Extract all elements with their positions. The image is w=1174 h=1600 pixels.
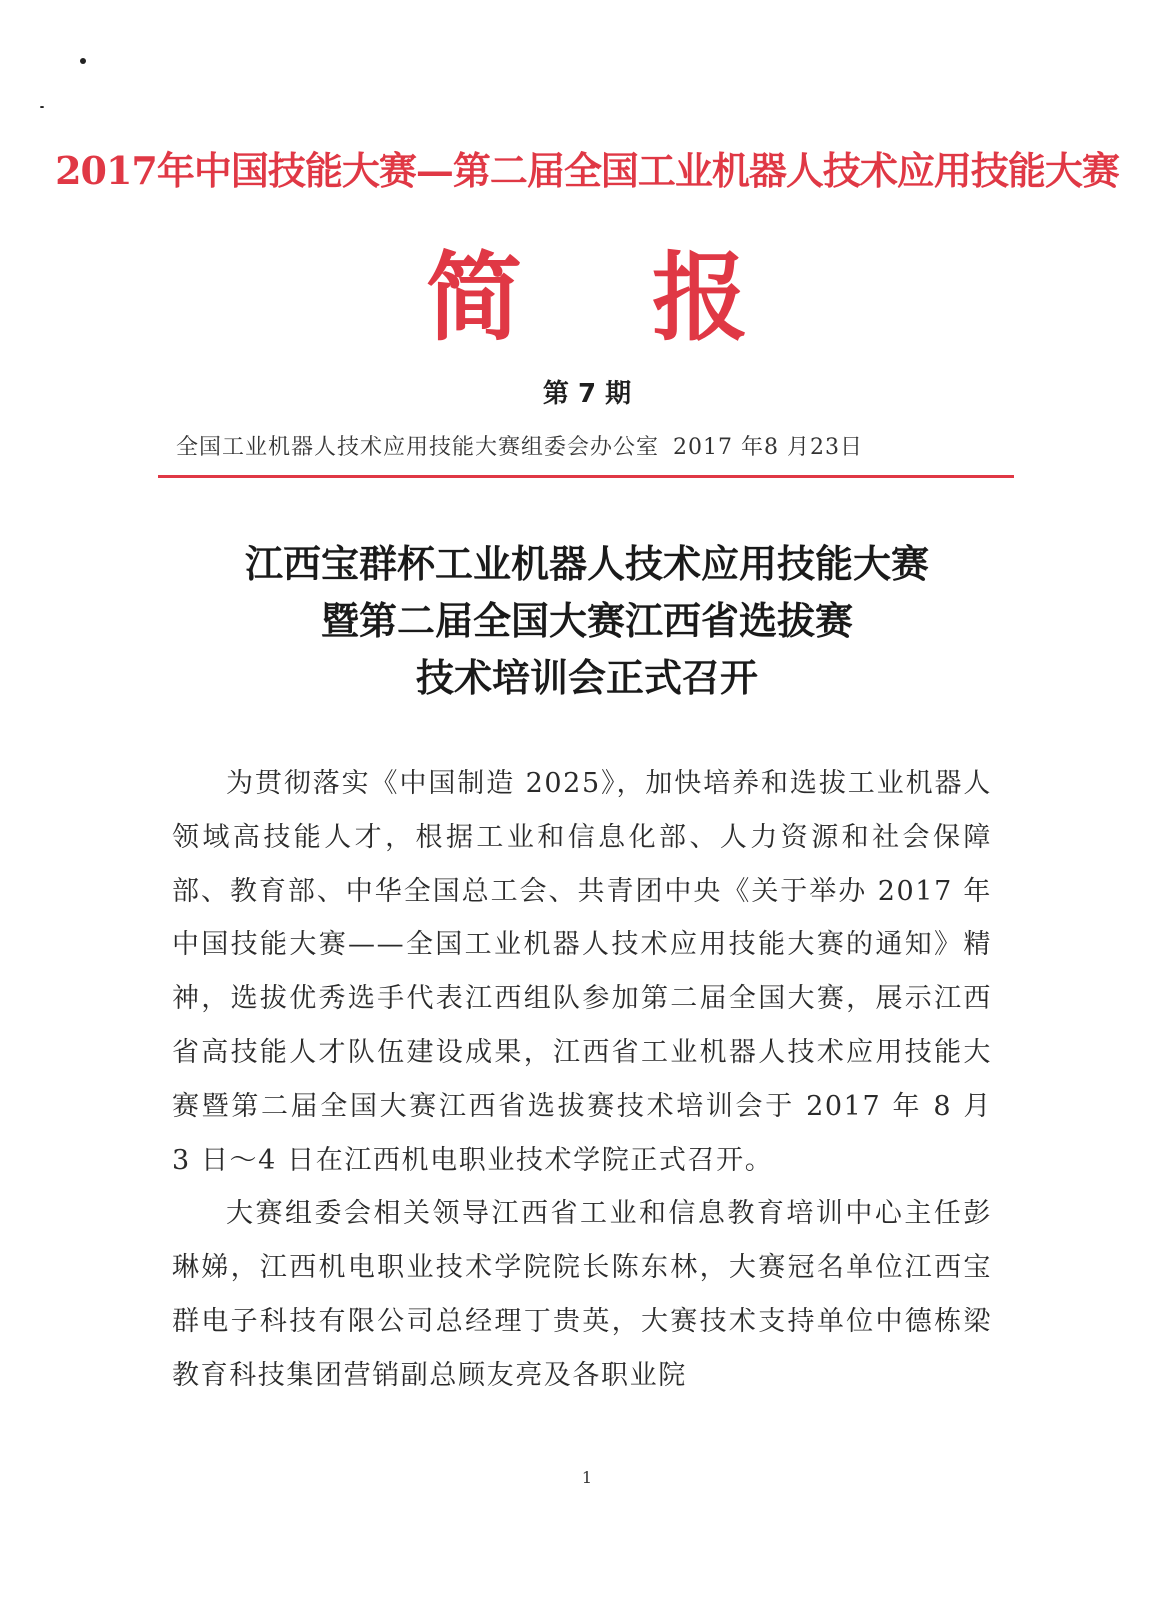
issuer-name: 全国工业机器人技术应用技能大赛组委会办公室 [176,435,660,460]
article-title-line: 技术培训会正式召开 [415,655,758,700]
bulletin-title: 简报 [426,241,878,354]
event-title: 2017年中国技能大赛—第二届全国工业机器人技术应用技能大赛 [55,148,1119,193]
page-number: 1 [581,1468,593,1487]
issue-date: 2017 年8 月23日 [673,435,863,460]
body-paragraph: 为贯彻落实《中国制造 2025》，加快培养和选拔工业机器人领域高技能人才，根据工业和信息化部、人力资源和社会保障部、教育部、中华全国总工会、共青团中央《关于举办 2017 年中国技能大赛——全国工业机器人技术应用技能大赛的通知》精神，选拔优秀选手代表江西组队参加第二届全国大赛，展示江西省高技能人才队伍建设成果，江西省工业机器人技术应用技能大赛暨第二届全国大赛江西省选拔赛技术培训会于 2017 年 8 月 3 日～4 日在江西机电职业技术学院正式召开。 [172,768,992,1176]
article-title [0,535,1174,706]
article-body [172,757,992,1403]
article-title-line: 江西宝群杯工业机器人技术应用技能大赛 [244,541,929,586]
red-divider [158,475,1014,478]
article-title-line: 暨第二届全国大赛江西省选拔赛 [320,598,853,643]
scan-speck [40,106,44,108]
issuer-line [176,430,996,461]
issue-number: 第 7 期 [542,379,632,409]
scan-speck [80,58,86,64]
body-paragraph: 大赛组委会相关领导江西省工业和信息教育培训中心主任彭琳娣，江西机电职业技术学院院长陈东林，大赛冠名单位江西宝群电子科技有限公司总经理丁贵英，大赛技术支持单位中德栋梁教育科技集团营销副总顾友亮及各职业院 [172,1198,992,1391]
